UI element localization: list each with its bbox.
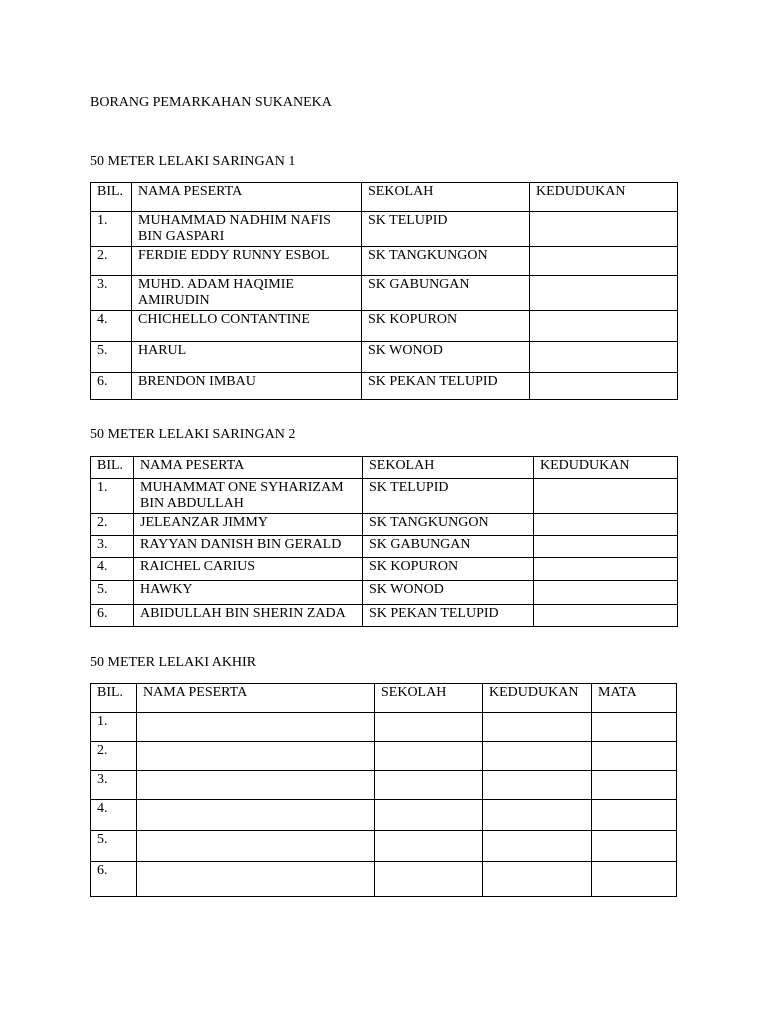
position-cell [534, 514, 678, 536]
position-cell [530, 247, 678, 276]
position-cell [483, 831, 592, 862]
header-cell: KEDUDUKAN [530, 183, 678, 212]
points-cell [592, 742, 677, 771]
bil-cell: 6. [91, 605, 134, 627]
header-cell: NAMA PESERTA [137, 684, 375, 713]
header-cell: NAMA PESERTA [132, 183, 362, 212]
name-cell [137, 862, 375, 897]
table1 [90, 182, 678, 400]
bil-cell: 1. [91, 713, 137, 742]
position-cell [483, 862, 592, 897]
table1-title: 50 METER LELAKI SARINGAN 1 [90, 154, 296, 169]
name-cell [137, 713, 375, 742]
table-row [91, 212, 678, 247]
position-cell [530, 276, 678, 311]
school-cell [375, 800, 483, 831]
school-cell: SK PEKAN TELUPID [363, 605, 534, 627]
school-cell: SK PEKAN TELUPID [362, 373, 530, 400]
bil-cell: 2. [91, 742, 137, 771]
table-row [91, 862, 677, 897]
table-header-row [91, 684, 677, 713]
name-cell: RAYYAN DANISH BIN GERALD [134, 536, 363, 558]
table2 [90, 456, 678, 627]
table-header-row [91, 183, 678, 212]
name-cell: BRENDON IMBAU [132, 373, 362, 400]
bil-cell: 6. [91, 373, 132, 400]
name-cell [137, 742, 375, 771]
header-cell: SEKOLAH [375, 684, 483, 713]
header-cell: BIL. [91, 684, 137, 713]
name-cell [137, 800, 375, 831]
header-cell: BIL. [91, 183, 132, 212]
bil-cell: 4. [91, 800, 137, 831]
table2-title: 50 METER LELAKI SARINGAN 2 [90, 427, 296, 442]
document-title: BORANG PEMARKAHAN SUKANEKA [90, 95, 332, 110]
school-cell: SK TANGKUNGON [362, 247, 530, 276]
school-cell: SK GABUNGAN [363, 536, 534, 558]
bil-cell: 5. [91, 342, 132, 373]
table-row [91, 771, 677, 800]
position-cell [530, 311, 678, 342]
school-cell [375, 742, 483, 771]
school-cell: SK TELUPID [362, 212, 530, 247]
bil-cell: 4. [91, 558, 134, 581]
bil-cell: 2. [91, 514, 134, 536]
position-cell [483, 800, 592, 831]
points-cell [592, 771, 677, 800]
bil-cell: 5. [91, 831, 137, 862]
bil-cell: 2. [91, 247, 132, 276]
name-cell: MUHAMMAD NADHIM NAFIS BIN GASPARI [132, 212, 362, 247]
name-cell [137, 771, 375, 800]
table-row [91, 514, 678, 536]
school-cell [375, 831, 483, 862]
bil-cell: 4. [91, 311, 132, 342]
table-row [91, 342, 678, 373]
bil-cell: 3. [91, 771, 137, 800]
table-row [91, 311, 678, 342]
table-row [91, 479, 678, 514]
position-cell [534, 479, 678, 514]
table-row [91, 605, 678, 627]
position-cell [483, 742, 592, 771]
name-cell: FERDIE EDDY RUNNY ESBOL [132, 247, 362, 276]
table-row [91, 276, 678, 311]
name-cell: MUHAMMAT ONE SYHARIZAM BIN ABDULLAH [134, 479, 363, 514]
table-row [91, 558, 678, 581]
table-row [91, 800, 677, 831]
table3 [90, 683, 677, 897]
bil-cell: 1. [91, 212, 132, 247]
table-header-row [91, 457, 678, 479]
bil-cell: 6. [91, 862, 137, 897]
school-cell [375, 771, 483, 800]
header-cell: NAMA PESERTA [134, 457, 363, 479]
table3-title: 50 METER LELAKI AKHIR [90, 655, 257, 670]
position-cell [534, 536, 678, 558]
school-cell: SK TANGKUNGON [363, 514, 534, 536]
school-cell: SK KOPURON [362, 311, 530, 342]
bil-cell: 1. [91, 479, 134, 514]
table-row [91, 247, 678, 276]
name-cell: HAWKY [134, 581, 363, 605]
name-cell: MUHD. ADAM HAQIMIE AMIRUDIN [132, 276, 362, 311]
table-row [91, 373, 678, 400]
name-cell: ABIDULLAH BIN SHERIN ZADA [134, 605, 363, 627]
bil-cell: 3. [91, 536, 134, 558]
table-row [91, 742, 677, 771]
name-cell [137, 831, 375, 862]
position-cell [534, 558, 678, 581]
position-cell [530, 373, 678, 400]
bil-cell: 5. [91, 581, 134, 605]
school-cell: SK WONOD [363, 581, 534, 605]
header-cell: SEKOLAH [362, 183, 530, 212]
table-row [91, 581, 678, 605]
points-cell [592, 831, 677, 862]
school-cell: SK WONOD [362, 342, 530, 373]
points-cell [592, 862, 677, 897]
position-cell [534, 581, 678, 605]
table-row [91, 713, 677, 742]
school-cell: SK KOPURON [363, 558, 534, 581]
points-cell [592, 713, 677, 742]
school-cell: SK TELUPID [363, 479, 534, 514]
header-cell: BIL. [91, 457, 134, 479]
header-cell: SEKOLAH [363, 457, 534, 479]
header-cell: MATA [592, 684, 677, 713]
name-cell: CHICHELLO CONTANTINE [132, 311, 362, 342]
school-cell: SK GABUNGAN [362, 276, 530, 311]
school-cell [375, 713, 483, 742]
name-cell: HARUL [132, 342, 362, 373]
table-row [91, 536, 678, 558]
name-cell: RAICHEL CARIUS [134, 558, 363, 581]
position-cell [483, 713, 592, 742]
name-cell: JELEANZAR JIMMY [134, 514, 363, 536]
school-cell [375, 862, 483, 897]
bil-cell: 3. [91, 276, 132, 311]
position-cell [483, 771, 592, 800]
header-cell: KEDUDUKAN [483, 684, 592, 713]
table-row [91, 831, 677, 862]
position-cell [534, 605, 678, 627]
header-cell: KEDUDUKAN [534, 457, 678, 479]
points-cell [592, 800, 677, 831]
position-cell [530, 342, 678, 373]
position-cell [530, 212, 678, 247]
